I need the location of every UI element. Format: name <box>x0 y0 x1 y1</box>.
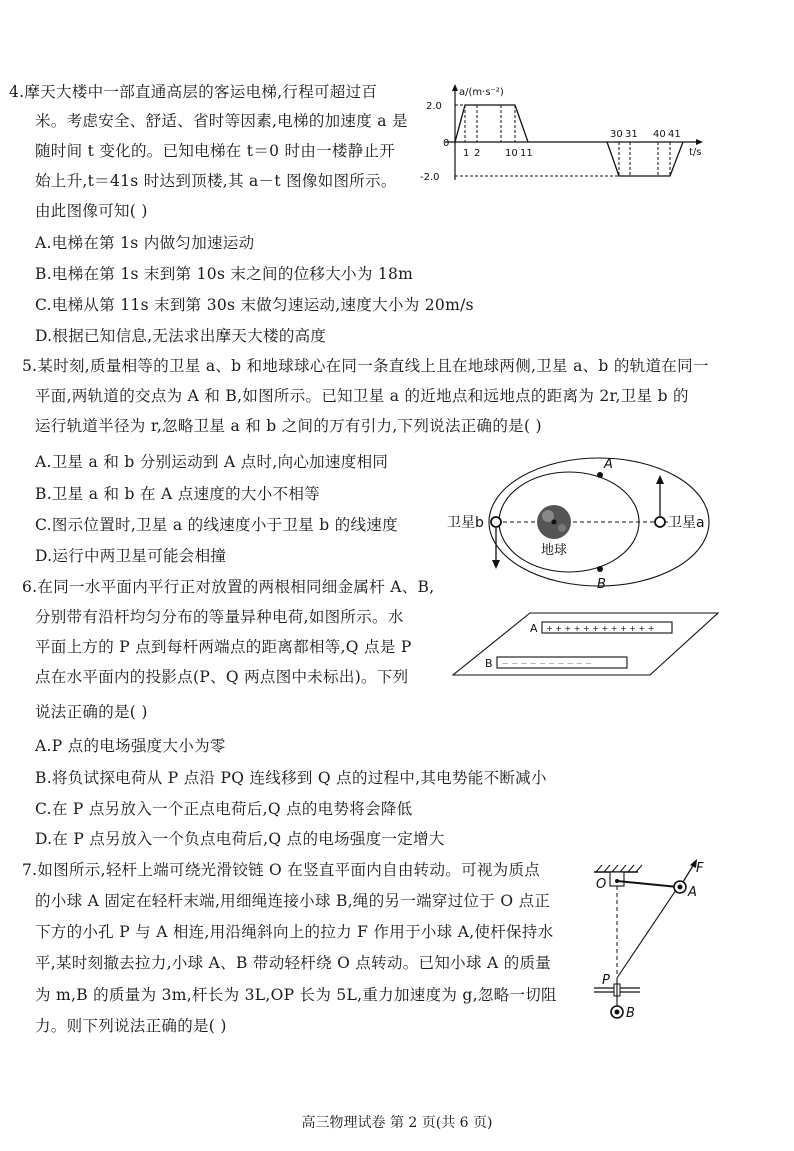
q7-line-4: 平,某时刻撤去拉力,小球 A、B 带动轻杆绕 O 点转动。已知小球 A 的质量 <box>35 954 552 972</box>
q4-y-neg-tick: -2.0 <box>420 172 440 183</box>
q5-option-d: D.运行中两卫星可能会相撞 <box>35 547 227 565</box>
q4-line-4: 始上升,t＝41s 时达到顶楼,其 a－t 图像如图所示。 <box>35 172 397 190</box>
q6-option-c: C.在 P 点另放入一个正点电荷后,Q 点的电势将会降低 <box>35 800 413 818</box>
q6-option-b: B.将负试探电荷从 P 点沿 PQ 连线移到 Q 点的过程中,其电势能不断减小 <box>35 769 547 787</box>
satellite-b-label: 卫星b <box>447 515 484 531</box>
force-f-label: F <box>696 861 704 876</box>
q5-option-b: B.卫星 a 和 b 在 A 点速度的大小不相等 <box>35 485 320 503</box>
rod-b-charges: － － － － － － － － － － <box>502 660 593 668</box>
q4-origin-label: 0 <box>443 138 450 149</box>
q7-line-6: 力。则下列说法正确的是( ) <box>35 1017 227 1035</box>
q5-line-3: 运行轨道半径为 r,忽略卫星 a 和 b 之间的万有引力,下列说法正确的是( ) <box>35 417 542 435</box>
q6-line-4: 点在水平面内的投影点(P、Q 两点图中未标出)。下列 <box>35 668 409 686</box>
rod-a-label: A <box>530 622 538 635</box>
satellite-a-label: 卫星a <box>668 515 705 531</box>
page-footer: 高三物理试卷 第 2 页(共 6 页) <box>301 1115 493 1131</box>
q5-line-1: 5.某时刻,质量相等的卫星 a、b 和地球球心在同一条直线上且在地球两侧,卫星 a、b 的轨道在同一 <box>22 357 709 375</box>
q4-line-2: 米。考虑安全、舒适、省时等因素,电梯的加速度 a 是 <box>35 112 408 130</box>
q7-line-1: 7.如图所示,轻杆上端可绕光滑铰链 O 在竖直平面内自由转动。可视为质点 <box>22 861 541 879</box>
q5-option-a: A.卫星 a 和 b 分别运动到 A 点时,向心加速度相同 <box>35 453 389 471</box>
ball-a-label: A <box>688 885 697 900</box>
q5-option-c: C.图示位置时,卫星 a 的线速度小于卫星 b 的线速度 <box>35 516 398 534</box>
q4-option-c: C.电梯从第 11s 末到第 30s 末做匀速运动,速度大小为 20m/s <box>35 296 474 314</box>
q4-x-tick-41: 41 <box>668 129 681 140</box>
q6-option-a: A.P 点的电场强度大小为零 <box>35 737 226 755</box>
q6-line-3: 平面上方的 P 点到每杆两端点的距离都相等,Q 点是 P <box>35 638 412 656</box>
hole-p-label: P <box>602 973 610 988</box>
satellite-a-dot <box>655 517 665 527</box>
point-a-dot <box>597 472 603 478</box>
q4-y-pos-tick: 2.0 <box>426 101 442 112</box>
q6-rods-diagram <box>450 610 725 680</box>
q4-line-1: 4.摩天大楼中一部直通高层的客运电梯,行程可超过百 <box>9 83 378 101</box>
q4-x-tick-11: 11 <box>520 148 533 159</box>
q7-lever-diagram <box>588 856 718 1026</box>
q4-x-axis-label: t/s <box>689 147 702 158</box>
q5-orbit-diagram <box>444 448 716 596</box>
rod-a-charges: + + + + + + + + + + + + <box>546 624 655 633</box>
q6-option-d: D.在 P 点另放入一个负点电荷后,Q 点的电场强度一定增大 <box>35 830 445 848</box>
point-b-label: B <box>597 577 606 592</box>
q4-x-tick-31: 31 <box>625 129 638 140</box>
q7-line-5: 为 m,B 的质量为 3m,杆长为 3L,OP 长为 5L,重力加速度为 g,忽略一切阻 <box>35 986 557 1004</box>
q4-acceleration-graph <box>415 80 710 190</box>
q4-x-tick-2: 2 <box>474 148 481 159</box>
q5-line-2: 平面,两轨道的交点为 A 和 B,如图所示。已知卫星 a 的近地点和远地点的距离为 2r,卫星 b 的 <box>35 387 689 405</box>
q4-x-tick-10: 10 <box>505 148 518 159</box>
q4-option-b: B.电梯在第 1s 末到第 10s 末之间的位移大小为 18m <box>35 265 414 283</box>
q4-x-tick-40: 40 <box>653 129 666 140</box>
q6-line-1: 6.在同一水平面内平行正对放置的两根相同细金属杆 A、B, <box>22 578 435 596</box>
q4-line-5: 由此图像可知( ) <box>35 202 148 220</box>
q4-option-a: A.电梯在第 1s 内做匀加速运动 <box>35 234 255 252</box>
q4-line-3: 随时间 t 变化的。已知电梯在 t＝0 时由一楼静止开 <box>35 142 396 160</box>
satellite-b-dot <box>491 517 501 527</box>
q6-line-2: 分别带有沿杆均匀分布的等量异种电荷,如图所示。水 <box>35 608 404 626</box>
q6-line-5: 说法正确的是( ) <box>35 703 148 721</box>
q7-line-2: 的小球 A 固定在轻杆末端,用细绳连接小球 B,绳的另一端穿过位于 O 点正 <box>35 892 551 910</box>
point-a-label: A <box>604 457 613 472</box>
q4-x-tick-30: 30 <box>610 129 623 140</box>
q7-line-3: 下方的小孔 P 与 A 相连,用沿绳斜向上的拉力 F 作用于小球 A,使杆保持水 <box>35 923 554 941</box>
q4-y-axis-label: a/(m·s⁻²) <box>459 87 504 98</box>
point-b-dot <box>597 566 603 572</box>
earth-label: 地球 <box>541 543 568 558</box>
rod-b-label: B <box>485 657 493 670</box>
hinge-o-label: O <box>596 877 607 892</box>
ball-b-label: B <box>626 1006 635 1021</box>
q4-x-tick-1: 1 <box>463 148 470 159</box>
q4-option-d: D.根据已知信息,无法求出摩天大楼的高度 <box>35 327 327 345</box>
